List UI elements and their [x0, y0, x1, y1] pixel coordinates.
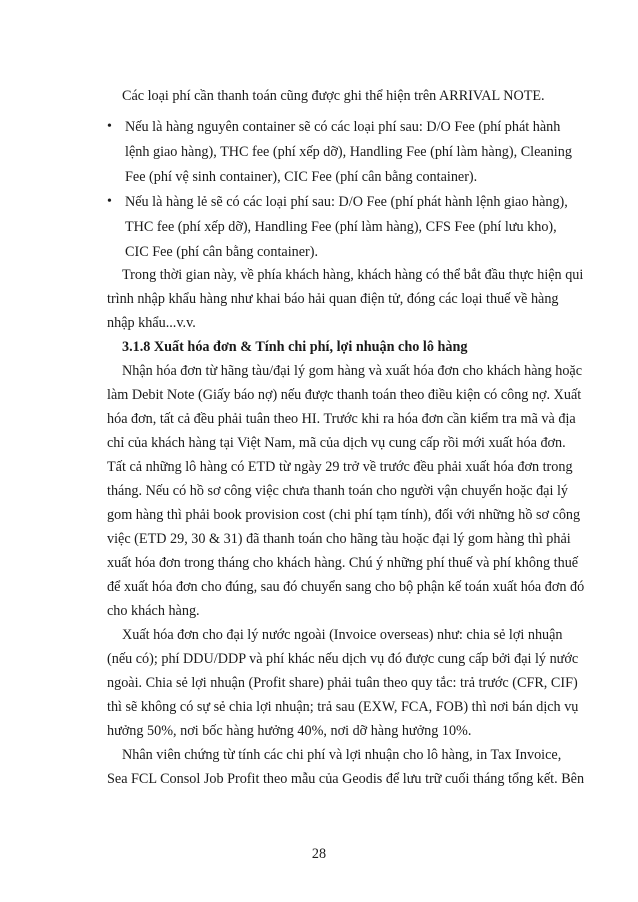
- para1-line-1: Trong thời gian này, về phía khách hàng, khách hàng có thể bắt đầu thực hiện qui: [122, 267, 584, 283]
- bullet-2-line-3: CIC Fee (phí cân bằng container).: [125, 244, 319, 260]
- para2-line-7: gom hàng thì phải book provision cost (chi phí tạm tính), đối với những hồ sơ công: [107, 507, 581, 523]
- bullet-2-line-2: THC fee (phí xếp dỡ), Handling Fee (phí làm hàng), CFS Fee (phí lưu kho),: [125, 219, 557, 235]
- page-number: 28: [311, 846, 327, 862]
- bullet-icon: •: [107, 119, 112, 134]
- para4-line-2: Sea FCL Consol Job Profit theo mẫu của Geodis để lưu trữ cuối tháng tổng kết. Bên: [107, 771, 585, 787]
- para1-line-2: trình nhập khẩu hàng như khai báo hải quan điện tử, đóng các loại thuế về hàng: [107, 291, 559, 307]
- para2-line-5: Tất cả những lô hàng có ETD từ ngày 29 trở về trước đều phải xuất hóa đơn trong: [107, 459, 573, 475]
- para2-line-10: để xuất hóa đơn cho đúng, sau đó chuyển sang cho bộ phận kế toán xuất hóa đơn đó: [107, 579, 585, 595]
- para2-line-9: xuất hóa đơn trong tháng cho khách hàng. Chú ý những phí thuế và phí không thuế: [107, 555, 579, 571]
- bullet-icon: •: [107, 194, 112, 209]
- para3-line-5: hưởng 50%, nơi bốc hàng hưởng 40%, nơi dỡ hàng hưởng 10%.: [107, 723, 472, 739]
- bullet-1-line-3: Fee (phí vệ sinh container), CIC Fee (phí cân bằng container).: [125, 169, 478, 185]
- para4-line-1: Nhân viên chứng từ tính các chi phí và lợi nhuận cho lô hàng, in Tax Invoice,: [122, 747, 562, 763]
- intro-line: Các loại phí cần thanh toán cũng được ghi thể hiện trên ARRIVAL NOTE.: [122, 88, 545, 104]
- bullet-1-line-2: lệnh giao hàng), THC fee (phí xếp dỡ), Handling Fee (phí làm hàng), Cleaning: [125, 144, 572, 160]
- para2-line-8: việc (ETD 29, 30 & 31) đã thanh toán cho hãng tàu hoặc đại lý gom hàng thì phải: [107, 531, 571, 547]
- para3-line-3: ngoài. Chia sẻ lợi nhuận (Profit share) phải tuân theo quy tắc: trả trước (CFR, CIF): [107, 675, 578, 691]
- para3-line-4: thì sẽ không có sự sẻ chia lợi nhuận; trả sau (EXW, FCA, FOB) thì nơi bán dịch vụ: [107, 699, 579, 715]
- bullet-2-line-1: Nếu là hàng lẻ sẽ có các loại phí sau: D/O Fee (phí phát hành lệnh giao hàng),: [125, 194, 568, 210]
- para3-line-1: Xuất hóa đơn cho đại lý nước ngoài (Invoice overseas) như: chia sẻ lợi nhuận: [122, 627, 563, 643]
- para3-line-2: (nếu có); phí DDU/DDP và phí khác nếu dịch vụ đó được cung cấp bởi đại lý nước: [107, 651, 579, 667]
- para1-line-3: nhập khẩu...v.v.: [107, 315, 196, 331]
- para2-line-1: Nhận hóa đơn từ hãng tàu/đại lý gom hàng và xuất hóa đơn cho khách hàng hoặc: [122, 363, 583, 379]
- bullet-1-line-1: Nếu là hàng nguyên container sẽ có các loại phí sau: D/O Fee (phí phát hành: [125, 119, 561, 135]
- para2-line-11: cho khách hàng.: [107, 603, 200, 619]
- section-heading: 3.1.8 Xuất hóa đơn & Tính chi phí, lợi nhuận cho lô hàng: [122, 339, 468, 355]
- para2-line-3: hóa đơn, tất cả đều phải tuân theo HI. Trước khi ra hóa đơn cần kiểm tra mã và địa: [107, 411, 576, 427]
- para2-line-6: tháng. Nếu có hồ sơ công việc chưa thanh toán cho người vận chuyển hoặc đại lý: [107, 483, 568, 499]
- para2-line-4: chỉ của khách hàng tại Việt Nam, mã của dịch vụ cung cấp rồi mới xuất hóa đơn.: [107, 435, 566, 451]
- para2-line-2: làm Debit Note (Giấy báo nợ) nếu được thanh toán theo điều kiện có công nợ. Xuất: [107, 387, 582, 403]
